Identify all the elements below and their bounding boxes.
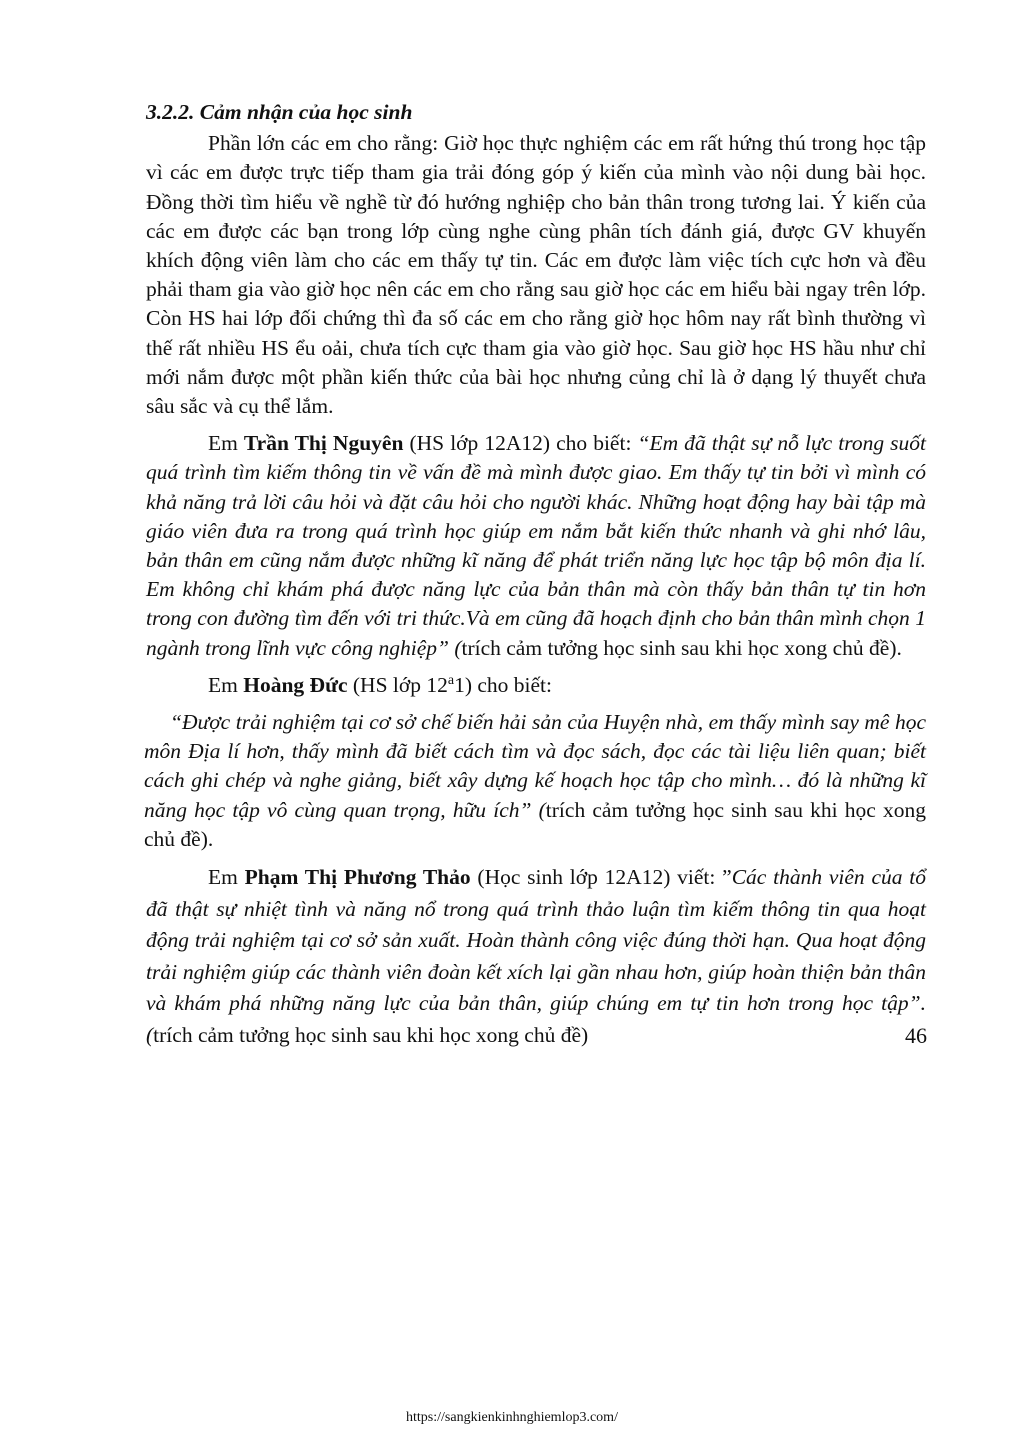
text-suffix: trích cảm tưởng học sinh sau khi học xong chủ đề) [153, 1022, 589, 1047]
text-prefix: Em [208, 672, 244, 697]
text-prefix: Em [208, 865, 245, 890]
paragraph-summary: Phần lớn các em cho rằng: Giờ học thực nghiệm các em rất hứng thú trong học tập vì các em được trực tiếp tham gia trải đóng góp ý kiến của mình vào nội dung bài học. Đồng thời tìm hiểu về nghề từ đó hướng nghiệp cho bản thân trong tương lai. Ý kiến của các em được các bạn trong lớp cùng nghe cùng phân tích đánh giá, được GV khuyến khích động viên làm cho các em thấy tự tin. Các em được làm việc tích cực hơn và đều phải tham gia vào giờ học nên các em cho rằng sau giờ học các em hiểu bài ngay trên lớp. Còn HS hai lớp đối chứng thì đa số các em cho rằng giờ học hôm nay rất bình thường vì thế rất nhiều HS ểu oải, chưa tích cực tham gia vào giờ học. Sau giờ học HS hầu như chỉ mới nắm được một phần kiến thức của bài học nhưng củng chỉ là ở dạng lý thuyết chưa sâu sắc và cụ thể lắm. [146, 131, 926, 419]
text-suffix: trích cảm tưởng học sinh sau khi học xong chủ đề). [144, 797, 926, 851]
section-heading: 3.2.2. Cảm nhận của học sinh [146, 100, 413, 124]
text-suffix: trích cảm tưởng học sinh sau khi học xong chủ đề). [461, 635, 902, 660]
student-name: Hoàng Đức [243, 672, 348, 697]
paragraph-intro-duc [146, 671, 926, 700]
footer-url: https://sangkienkinhnghiemlop3.com/ [406, 1410, 618, 1425]
student-quote: Các thành viên của tổ đã thật sự nhiệt tình và năng nổ trong quá trình thảo luận tìm kiếm thông tin qua hoạt động trải nghiệm tại cơ sở sản xuất. Hoàn thành công việc đúng thời hạn. Qua hoạt động trải nghiệm giúp các thành viên đoàn kết xích lại gần nhau hơn, giúp hoàn thiện bản thân và khám phá những năng lực của bản thân, giúp chúng em tự tin hơn trong học tập”. ( [146, 865, 926, 1047]
text-prefix: Em [208, 431, 244, 456]
text-mid: (HS lớp 12A12) cho biết: [403, 431, 638, 456]
student-name: Phạm Thị Phương Thảo [244, 865, 471, 890]
text-mid: (Học sinh lớp 12A12) viết: ” [470, 865, 732, 890]
text-mid: 1) cho biết: [454, 672, 553, 697]
class-superscript: a [447, 672, 455, 688]
student-quote: “Được trải nghiệm tại cơ sở chế biến hải sản của Huyện nhà, em thấy mình say mê học môn Địa lí hơn, thấy mình đã biết cách tìm và đọc sách, đọc các tài liệu liên quan; biết cách ghi chép và nghe giảng, biết xây dựng kế hoạch học tập cho mình… đó là những kĩ năng học tập vô cùng quan trọng, hữu ích” ( [144, 710, 926, 822]
student-quote: “Em đã thật sự nỗ lực trong suốt quá trình tìm kiếm thông tin về vấn đề mà mình được giao. Em thấy tự tin bởi vì mình có khả năng trả lời câu hỏi và đặt câu hỏi cho người khác. Những hoạt động hay bài tập mà giáo viên đưa ra trong quá trình học giúp em nắm bắt kiến thức nhanh và ghi nhớ lâu, bản thân em cũng nắm được những kĩ năng để phát triển năng lực học tập bộ môn địa lí. Em không chỉ khám phá được năng lực của bản thân mà còn thấy bản thân tự tin hơn trong con đường tìm đến với tri thức.Và em cũng đã hoạch định cho bản thân mình chọn 1 ngành trong lĩnh vực công nghiệp” ( [146, 431, 926, 660]
student-name: Trần Thị Nguyên [243, 431, 404, 456]
paragraph-testimonial-nguyen [146, 429, 926, 663]
text-mid: (HS lớp 12 [347, 672, 448, 697]
page-number: 46 [905, 1023, 927, 1048]
paragraph-testimonial-thao [146, 862, 926, 1051]
paragraph-testimonial-duc [144, 708, 926, 854]
page-content [146, 98, 926, 1051]
